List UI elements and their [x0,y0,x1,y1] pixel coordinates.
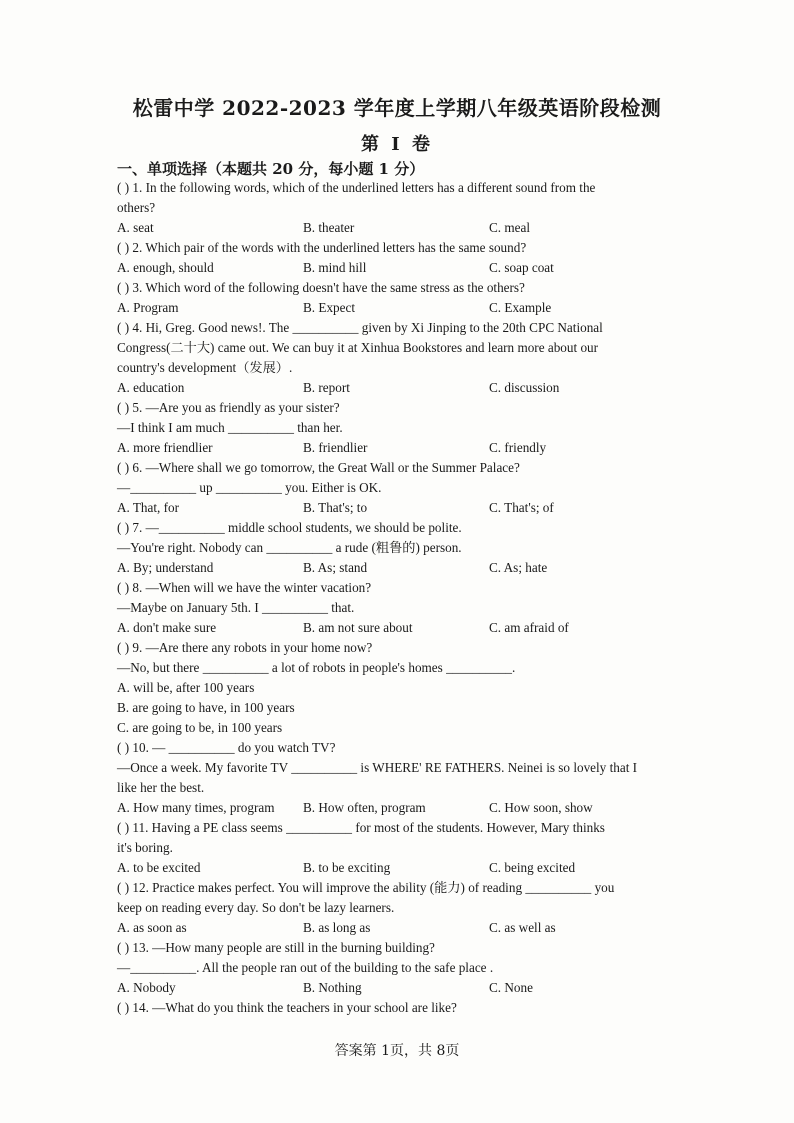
question-text: keep on reading every day. So don't be lazy learners. [117,900,395,915]
question-text: ( ) 7. —__________ middle school students, we should be polite. [117,520,462,535]
option-a: A. By; understand [117,560,214,575]
option-b: B. am not sure about [303,620,413,635]
option-c: C. meal [489,220,531,235]
question-text: ( ) 11. Having a PE class seems __________ for most of the students. However, Mary thinks [117,820,605,835]
option-a: A. enough, should [117,260,214,275]
option-c: C. soap coat [489,260,554,275]
question-text: ( ) 14. —What do you think the teachers in your school are like? [117,1000,457,1015]
answer-options [117,298,682,318]
option-a: A. Nobody [117,980,176,995]
question-text: —Once a week. My favorite TV __________ is WHERE' RE FATHERS. Neinei is so lovely that I [117,760,638,775]
answer-options [117,978,682,998]
answer-options [117,378,682,398]
option-c: C. being excited [489,860,576,875]
question-text: ( ) 5. —Are you as friendly as your sister? [117,400,340,415]
question-text: others? [117,200,156,215]
option-c: C. Example [489,300,552,315]
option-c: C. as well as [489,920,556,935]
question-text: country's development（发展）. [117,360,293,375]
question-text: ( ) 13. —How many people are still in the burning building? [117,940,435,955]
question-text: A. will be, after 100 years [117,680,255,695]
option-b: B. Expect [303,300,356,315]
option-a: A. How many times, program [117,800,275,815]
answer-options [117,558,682,578]
option-b: B. Nothing [303,980,362,995]
question-text: —Maybe on January 5th. I __________ that. [117,600,355,615]
option-c: C. As; hate [489,560,548,575]
option-b: B. That's; to [303,500,368,515]
option-b: B. As; stand [303,560,368,575]
question-text: ( ) 12. Practice makes perfect. You will improve the ability (能力) of reading __________ you [117,880,615,895]
option-b: B. to be exciting [303,860,391,875]
question-text: ( ) 8. —When will we have the winter vacation? [117,580,372,595]
answer-options [117,438,682,458]
question-text: C. are going to be, in 100 years [117,720,283,735]
question-text: B. are going to have, in 100 years [117,700,295,715]
option-a: A. education [117,380,185,395]
question-text: Congress(二十大) came out. We can buy it at Xinhua Bookstores and learn more about our [117,340,599,355]
question-text: ( ) 9. —Are there any robots in your home now? [117,640,373,655]
section-heading: 一、单项选择（本题共 20 分，每小题 1 分） [117,160,425,178]
question-text: ( ) 1. In the following words, which of the underlined letters has a different sound from the [117,180,596,195]
option-b: B. friendlier [303,440,368,455]
option-b: B. theater [303,220,355,235]
answer-options [117,618,682,638]
question-text: —You're right. Nobody can __________ a rude (粗鲁的) person. [117,540,462,555]
question-text: it's boring. [117,840,173,855]
option-a: A. don't make sure [117,620,217,635]
option-a: A. That, for [117,500,180,515]
question-text: ( ) 10. — __________ do you watch TV? [117,740,336,755]
question-text: —I think I am much __________ than her. [117,420,343,435]
question-list [117,178,682,1018]
option-a: A. more friendlier [117,440,213,455]
answer-options [117,258,682,278]
option-c: C. How soon, show [489,800,593,815]
option-c: C. None [489,980,533,995]
answer-options [117,218,682,238]
question-text: ( ) 3. Which word of the following doesn't have the same stress as the others? [117,280,525,295]
question-text: ( ) 2. Which pair of the words with the underlined letters has the same sound? [117,240,527,255]
option-b: B. How often, program [303,800,426,815]
option-c: C. friendly [489,440,547,455]
option-b: B. report [303,380,350,395]
answer-options [117,498,682,518]
option-a: A. seat [117,220,154,235]
page-title: 松雷中学 2022-2023 学年度上学期八年级英语阶段检测 [132,96,662,120]
question-text: ( ) 6. —Where shall we go tomorrow, the Great Wall or the Summer Palace? [117,460,520,475]
question-text: like her the best. [117,780,205,795]
page-footer: 答案第 1页，共 8页 [334,1043,460,1059]
answer-options [117,798,682,818]
option-b: B. mind hill [303,260,367,275]
option-c: C. discussion [489,380,560,395]
option-c: C. That's; of [489,500,554,515]
option-a: A. Program [117,300,179,315]
answer-options [117,918,682,938]
option-c: C. am afraid of [489,620,569,635]
option-a: A. to be excited [117,860,201,875]
question-text: —No, but there __________ a lot of robots in people's homes __________. [117,660,516,675]
question-text: —__________ up __________ you. Either is OK. [117,480,382,495]
option-a: A. as soon as [117,920,187,935]
option-b: B. as long as [303,920,371,935]
answer-options [117,858,682,878]
question-text: —__________. All the people ran out of the building to the safe place . [117,960,494,975]
question-text: ( ) 4. Hi, Greg. Good news!. The __________ given by Xi Jinping to the 20th CPC National [117,320,603,335]
volume-heading: 第 I 卷 [361,134,433,155]
